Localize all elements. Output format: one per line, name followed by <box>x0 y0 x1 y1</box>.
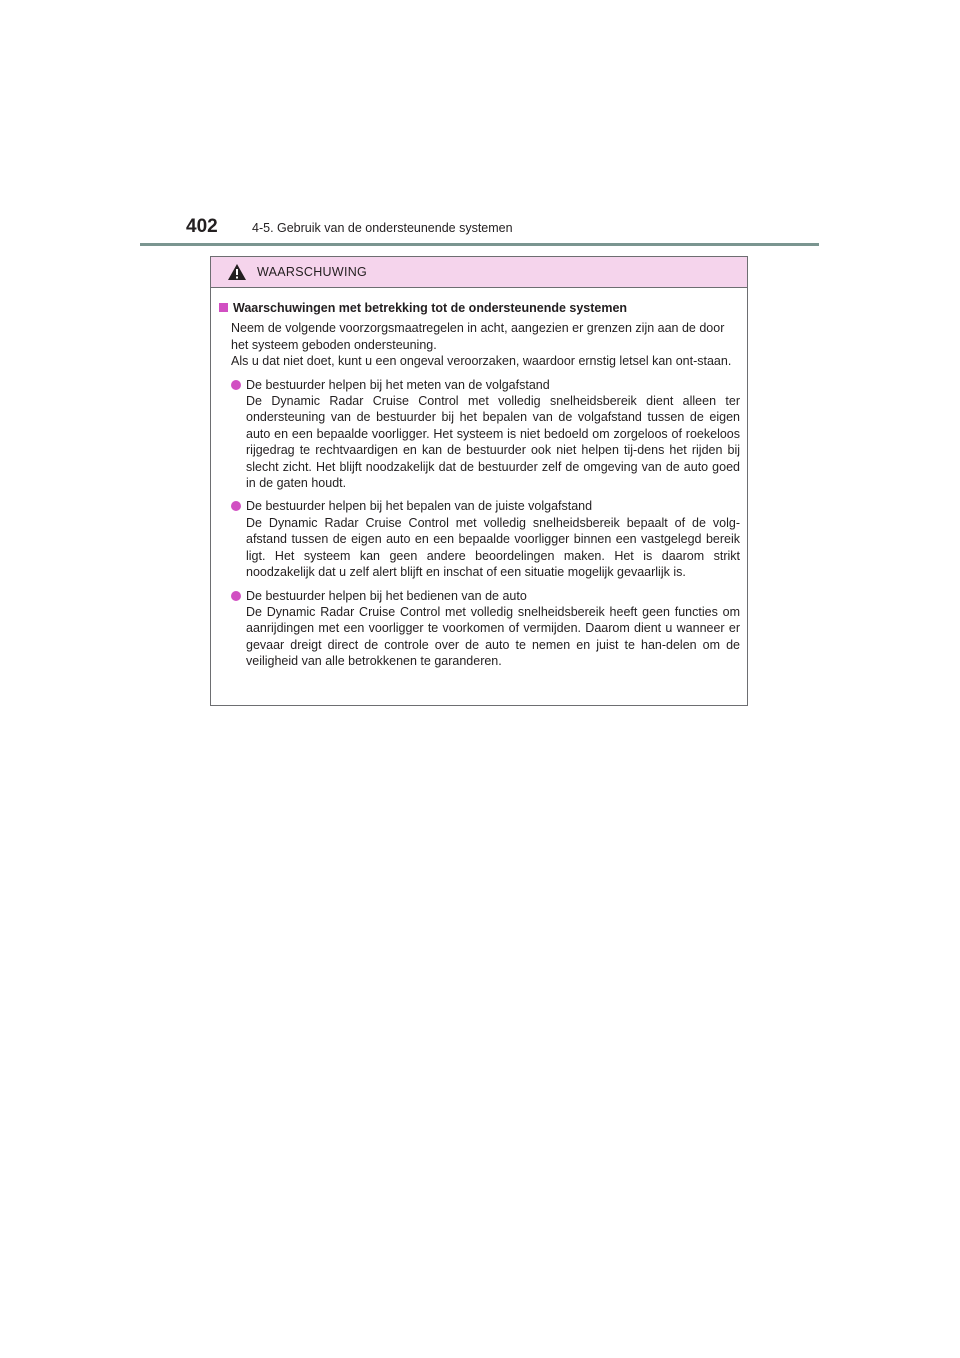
section-title: 4-5. Gebruik van de ondersteunende systemen <box>252 221 513 235</box>
intro-paragraph: Neem de volgende voorzorgsmaatregelen in acht, aangezien er grenzen zijn aan de door het systeem geboden ondersteuning. <box>231 321 725 352</box>
warning-heading <box>219 300 740 316</box>
warning-body <box>211 288 747 670</box>
header-rule <box>140 243 819 246</box>
warning-header <box>211 257 747 288</box>
item-text: De Dynamic Radar Cruise Control met volledig snelheidsbereik dient alleen ter ondersteuning van de bestuurder bij het bepalen van de volgafstand tussen de eigen auto en een bepaalde voorligger. Het systeem is niet bedoeld om zorgeloos of roekeloos rijgedrag te rechtvaardigen en kan de bestuurder ook niet helpen tij-dens het rijden bij slecht zicht. Het blijft noodzakelijk dat de bestuurder zelf de omgeving van de auto goed in de gaten houdt. <box>246 394 740 491</box>
warning-intro <box>231 320 740 369</box>
list-item <box>231 588 740 670</box>
square-bullet-icon <box>219 303 228 312</box>
page-header <box>186 216 513 240</box>
item-text: De Dynamic Radar Cruise Control met volledig snelheidsbereik bepaalt of de volg-afstand tussen de eigen auto en een bepaalde voorligger binnen een vastgelegd bereik ligt. Het systeem kan geen andere beoordelingen maken. Het is daarom strikt noodzakelijk dat u zelf alert blijft en inschat of een situatie mogelijk gevaarlijk is. <box>246 515 740 580</box>
warning-heading-text: Waarschuwingen met betrekking tot de ondersteunende systemen <box>233 301 628 315</box>
list-item <box>231 377 740 492</box>
item-title: De bestuurder helpen bij het bepalen van de juiste volgafstand <box>246 499 593 514</box>
item-text: De Dynamic Radar Cruise Control met volledig snelheidsbereik heeft geen functies om aanrijdingen met een voorligger te voorkomen of vermijden. Daarom dient u wanneer er gevaar dreigt direct de controle over de auto te nemen en juist te han-delen om de veiligheid van alle betrokkenen te garanderen. <box>246 604 740 669</box>
page-number: 402 <box>186 216 218 237</box>
bullet-dot-icon <box>231 501 241 511</box>
item-title: De bestuurder helpen bij het bedienen van de auto <box>246 588 527 603</box>
warning-label: WAARSCHUWING <box>257 265 368 279</box>
list-item <box>231 498 740 580</box>
warning-triangle-icon <box>227 263 247 281</box>
item-title: De bestuurder helpen bij het meten van de volgafstand <box>246 377 550 392</box>
bullet-dot-icon <box>231 380 241 390</box>
warning-box <box>210 256 748 706</box>
bullet-dot-icon <box>231 591 241 601</box>
intro-paragraph: Als u dat niet doet, kunt u een ongeval veroorzaken, waardoor ernstig letsel kan ont-staan. <box>231 354 732 369</box>
